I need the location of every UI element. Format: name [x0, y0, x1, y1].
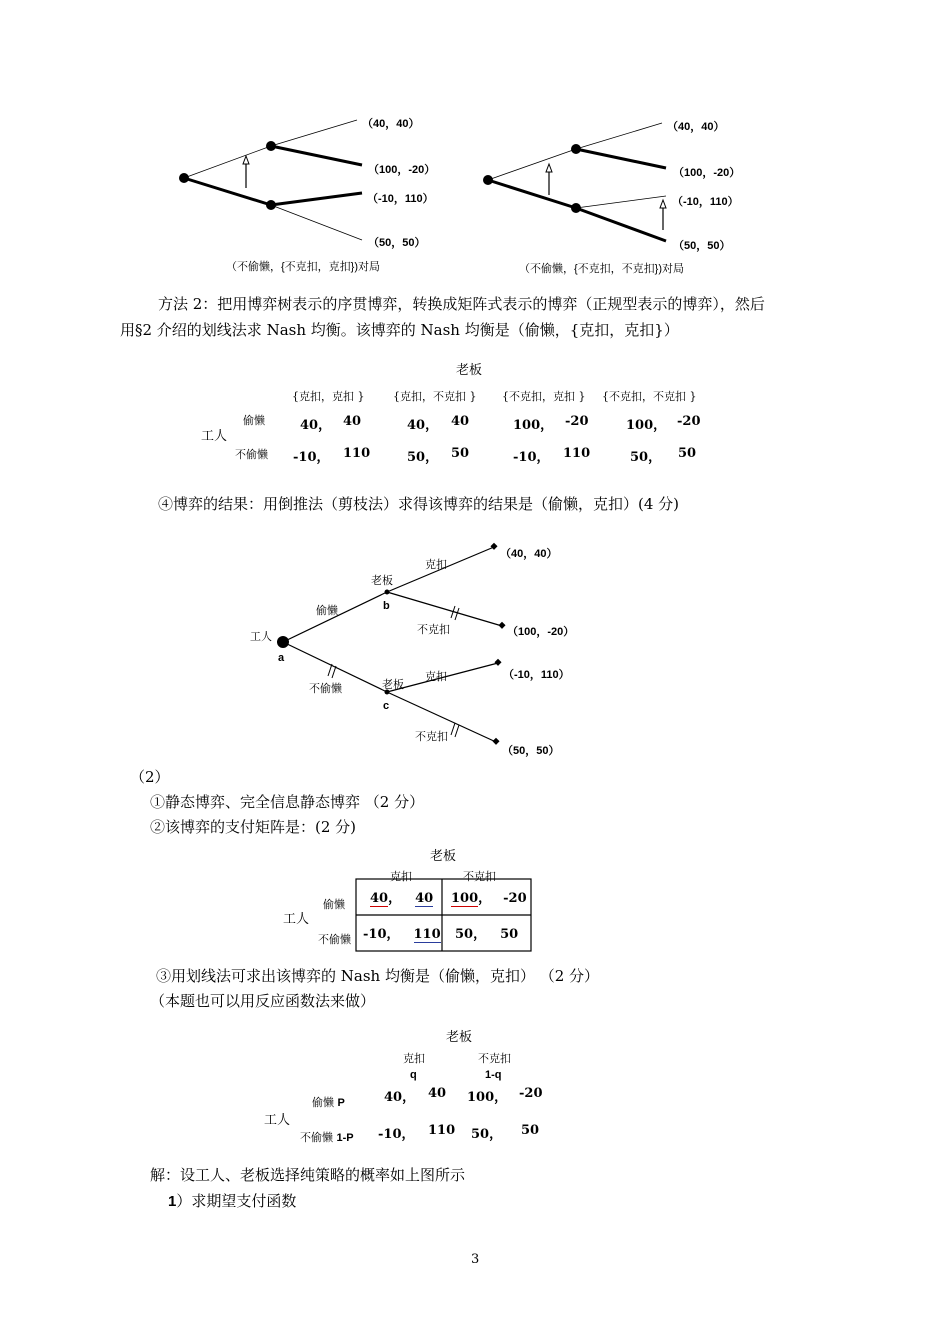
matrix2-cell-r1c2: 100， -20	[451, 891, 527, 906]
tree3-lazy-label: 偷懒	[316, 604, 338, 617]
matrix2-row-notlazy: 不偷懒	[318, 933, 351, 946]
m3-r2c1-a: -10，	[378, 1127, 415, 1142]
right-payoff-4: （50，50）	[673, 240, 731, 252]
part2-item1: ①静态博弈、完全信息静态博弈 （2 分）	[150, 793, 425, 811]
m1-r2c2-b: 50	[451, 446, 470, 461]
matrix3-row-notlazy: 不偷懒 1-P	[300, 1131, 354, 1144]
m1-r1c4-a: 100，	[626, 418, 667, 433]
m3-r2c2-b: 50	[521, 1123, 540, 1138]
right-root-node	[483, 175, 493, 185]
tree3-payoff-3: （-10，110）	[503, 669, 570, 681]
left-tree	[184, 120, 362, 240]
method2-line2: 用§2 介绍的划线法求 Nash 均衡。该博弈的 Nash 均衡是（偷懒，{克扣，克扣}）	[120, 321, 679, 339]
m1-r1c3-a: 100，	[513, 418, 554, 433]
m3-r1c2-a: 100，	[467, 1090, 508, 1105]
matrix2-cell-r2c1: -10， 110	[363, 927, 441, 942]
tree3-nodeduct-c-label: 不克扣	[415, 730, 448, 743]
m3-r1c1-a: 40，	[384, 1090, 416, 1105]
method2-line1: 方法 2：把用博弈树表示的序贯博弈，转换成矩阵式表示的博弈（正规型表示的博弈），然后	[158, 295, 765, 313]
m1-r2c2-a: 50，	[407, 450, 439, 465]
right-tree	[488, 123, 666, 241]
tree3-deduct-b-label: 克扣	[425, 558, 447, 571]
matrix3-worker-label: 工人	[264, 1113, 291, 1128]
tree3-payoff-1: （40，40）	[500, 548, 558, 560]
page-number: 3	[471, 1252, 480, 1267]
matrix1-col-4: {不克扣，不克扣 }	[602, 390, 697, 403]
matrix1-worker-label: 工人	[201, 429, 228, 444]
node-b	[385, 590, 390, 595]
left-payoff-4: （50，50）	[368, 237, 426, 249]
m1-r2c4-b: 50	[678, 446, 697, 461]
right-payoff-2: （100，-20）	[673, 167, 741, 179]
tree3-payoff-2: （100，-20）	[507, 626, 575, 638]
item3-text: ③用划线法可求出该博弈的 Nash 均衡是（偷懒，克扣） （2 分）	[156, 967, 600, 985]
right-node-lower	[571, 203, 581, 213]
note-text: （本题也可以用反应函数法来做）	[150, 992, 376, 1010]
tree3-node-c-label: c	[383, 700, 390, 712]
matrix2-col-1: 克扣	[390, 870, 412, 883]
left-payoff-1: （40，40）	[362, 118, 420, 130]
m1-r2c4-a: 50，	[630, 450, 662, 465]
right-tree-caption: （不偷懒，{不克扣，不克扣})对局	[519, 263, 685, 275]
matrix3-row-lazy: 偷懒 P	[312, 1096, 345, 1109]
tree3-boss-b-label: 老板	[371, 574, 393, 587]
matrix2-worker-label: 工人	[283, 912, 310, 927]
tree3-boss-c-label: 老板	[382, 678, 404, 691]
m1-r2c3-a: -10，	[513, 450, 550, 465]
tree3-notlazy-label: 不偷懒	[309, 682, 342, 695]
tree3-nodeduct-b-label: 不克扣	[417, 623, 450, 636]
m1-r1c3-b: -20	[565, 414, 589, 429]
matrix2-cell-r1c1: 40， 40	[370, 891, 434, 906]
right-payoff-3: （-10，110）	[672, 196, 739, 208]
m3-r1c2-b: -20	[519, 1086, 543, 1101]
m3-r2c2-a: 50，	[471, 1127, 503, 1142]
m3-r2c1-b: 110	[428, 1123, 456, 1138]
tree3-deduct-c-label: 克扣	[425, 670, 447, 683]
matrix3-col-1: 克扣	[403, 1052, 425, 1065]
solution-text: 解：设工人、老板选择纯策略的概率如上图所示	[150, 1166, 466, 1184]
left-payoff-2: （100，-20）	[368, 164, 436, 176]
m1-r2c3-b: 110	[563, 446, 591, 461]
right-node-upper	[571, 144, 581, 154]
m1-r1c1-a: 40，	[300, 418, 332, 433]
left-tree-caption: （不偷懒，{不克扣，克扣})对局	[226, 261, 381, 273]
matrix3-prob-1-q: 1-q	[485, 1069, 502, 1081]
tree3-node-b-label: b	[383, 600, 390, 612]
left-payoff-3: （-10，110）	[367, 193, 434, 205]
matrix2-row-lazy: 偷懒	[323, 898, 345, 911]
m1-r1c2-b: 40	[451, 414, 470, 429]
matrix1-row-notlazy: 不偷懒	[235, 448, 268, 461]
matrix2-boss-label: 老板	[430, 849, 457, 864]
matrix2-cell-r2c2: 50， 50	[455, 927, 519, 942]
matrix1-col-2: {克扣，不克扣 }	[393, 390, 477, 403]
matrix3-boss-label: 老板	[446, 1030, 473, 1045]
matrix3-prob-q: q	[410, 1069, 417, 1081]
result-4-text: ④博弈的结果：用倒推法（剪枝法）求得该博弈的结果是（偷懒，克扣）(4 分)	[158, 495, 680, 513]
matrix1-col-3: {不克扣，克扣 }	[502, 390, 586, 403]
part2-label: （2）	[130, 768, 170, 786]
left-node-lower	[266, 200, 276, 210]
matrix1-col-1: {克扣，克扣 }	[292, 390, 365, 403]
tree3-payoff-4: （50，50）	[502, 745, 560, 757]
part2-item2: ②该博弈的支付矩阵是：(2 分)	[150, 818, 357, 836]
matrix1-row-lazy: 偷懒	[243, 414, 265, 427]
left-node-upper	[266, 141, 276, 151]
left-root-node	[179, 173, 189, 183]
matrix3-col-2: 不克扣	[478, 1052, 511, 1065]
m1-r2c1-b: 110	[343, 446, 371, 461]
induction-root-node	[277, 636, 289, 648]
step1-text: 1）求期望支付函数	[168, 1192, 297, 1210]
tree3-node-a-label: a	[278, 652, 285, 664]
m1-r1c2-a: 40，	[407, 418, 439, 433]
matrix1-boss-label: 老板	[456, 363, 483, 378]
m1-r1c1-b: 40	[343, 414, 362, 429]
tree3-worker-label: 工人	[250, 630, 272, 643]
m3-r1c1-b: 40	[428, 1086, 447, 1101]
m1-r1c4-b: -20	[677, 414, 701, 429]
m1-r2c1-a: -10，	[293, 450, 330, 465]
right-payoff-1: （40，40）	[667, 121, 725, 133]
matrix2-col-2: 不克扣	[463, 870, 496, 883]
